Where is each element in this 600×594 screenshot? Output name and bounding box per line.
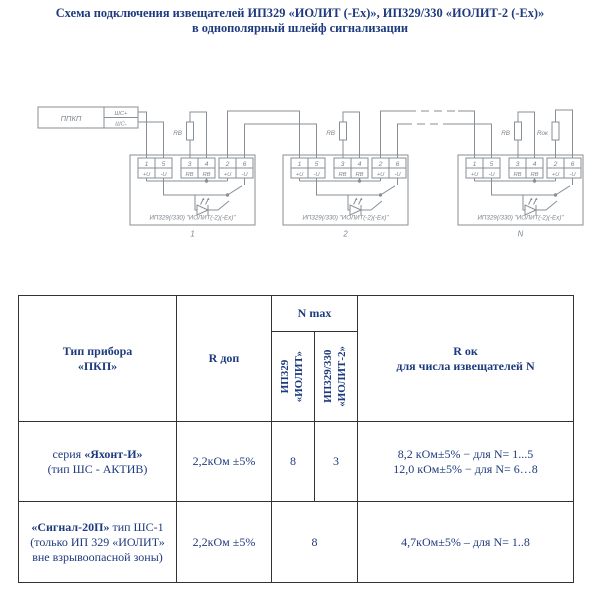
switch-contact-icon (556, 178, 573, 195)
led-icon (523, 195, 546, 215)
device-name-note: (тип ШС - АКТИВ) (47, 461, 148, 476)
device-name-suffix: тип ШС-1 (109, 519, 164, 534)
junction-dot (358, 179, 361, 182)
resistor-rv (326, 112, 359, 158)
terminal-label: RВ (530, 172, 539, 178)
terminal-number: 6 (570, 161, 575, 168)
led-arrowhead (530, 198, 533, 200)
shs-minus-label: ШС- (115, 121, 127, 128)
block-number: N (517, 229, 524, 239)
rv-label: RВ (173, 130, 182, 137)
block-number: 2 (343, 229, 348, 239)
device-name-prefix: серия (52, 446, 85, 461)
title-line-2: в однополярный шлейф сигнализации (191, 20, 409, 35)
detector-block-N (458, 110, 583, 239)
terminal-number: 1 (144, 161, 149, 168)
block-number: 1 (190, 229, 195, 239)
resistor-rv (173, 112, 206, 158)
rok-body (552, 122, 559, 140)
shs-plus-label: ШС+ (114, 111, 128, 117)
junction-dot (205, 179, 208, 182)
device-name-cell (19, 422, 177, 502)
terminal-number: 4 (532, 161, 537, 168)
nmax-iolit-value: 8 (272, 422, 315, 502)
led-arrowhead (535, 198, 538, 200)
device-name: «Яхонт-И» (84, 446, 143, 461)
terminal-label: +U (142, 172, 151, 178)
title-line-1: Схема подключения извещателей ИП329 «ИОЛИТ (-Ex)», ИП329/330 «ИОЛИТ-2 (-Ex)» (55, 6, 545, 20)
device-name-cell (19, 502, 177, 583)
detector-block-2 (283, 112, 408, 239)
control-panel (38, 107, 138, 128)
rv-label: RВ (501, 130, 510, 137)
terminal-number: 1 (472, 161, 477, 168)
rok-value-line1: 8,2 кОм±5% − для N= 1...5 (397, 446, 534, 461)
table-row (19, 422, 574, 502)
terminal-label: +U (551, 172, 560, 178)
led-triangle (197, 205, 208, 215)
terminal-number: 4 (204, 161, 209, 168)
terminal-number: 3 (340, 161, 345, 168)
header-device-type (19, 296, 177, 422)
header-device-type-line2: «ПКП» (77, 358, 118, 373)
led-icon (195, 195, 218, 215)
ppkp-label: ППКП (60, 114, 82, 123)
terminal-label: +U (295, 172, 304, 178)
terminal-label: RВ (338, 172, 347, 178)
device-name-note-line2: вне взрывоопасной зоны) (32, 549, 163, 564)
rok-values: 4,7кОм±5% – для N= 1..8 (358, 502, 574, 583)
led-arrowhead (360, 198, 363, 200)
terminal-label: -U (313, 172, 320, 178)
detector-block-1 (130, 112, 255, 239)
header-ip329-330-line2: «ИОЛИТ-2» (336, 346, 348, 407)
led-arrowhead (202, 198, 205, 200)
block-label: ИП329(/330) "ИОЛИТ(-2)(-Ex)" (302, 214, 389, 222)
detector-table (18, 295, 574, 583)
rv-body (515, 122, 522, 140)
nmax-merged-value: 8 (272, 502, 358, 583)
header-rdop: R доп (177, 296, 272, 422)
terminal-number: 3 (187, 161, 192, 168)
terminal-label: +U (376, 172, 385, 178)
terminal-label: RВ (202, 172, 211, 178)
led-arrowhead (207, 198, 210, 200)
terminal-label: -U (241, 172, 248, 178)
terminal-number: 3 (515, 161, 520, 168)
rdop-value: 2,2кОм ±5% (177, 422, 272, 502)
header-device-type-line1: Тип прибора (62, 343, 133, 358)
resistor-rv (501, 112, 534, 158)
terminal-number: 5 (161, 161, 166, 168)
header-ip329-iolit (272, 332, 315, 422)
terminal-number: 2 (553, 161, 558, 168)
terminal-number: 2 (378, 161, 383, 168)
terminal-label: -U (394, 172, 401, 178)
header-rok (358, 296, 574, 422)
loop-wire (138, 111, 492, 158)
terminal-number: 1 (297, 161, 302, 168)
terminal-label: -U (488, 172, 495, 178)
header-ip329-line2: «ИОЛИТ» (293, 350, 305, 403)
wiring-diagram (0, 0, 600, 260)
rok-value-line2: 12,0 кОм±5% − для N= 6…8 (393, 461, 538, 476)
terminal-label: RВ (185, 172, 194, 178)
rv-body (187, 122, 194, 140)
led-switch-contact-icon (371, 201, 382, 210)
header-ip329-330-line1: ИП329/330 (322, 349, 335, 404)
rv-wire (518, 112, 535, 158)
loop-wire-dashed (404, 111, 458, 124)
block-label: ИП329(/330) "ИОЛИТ(-2)(-Ex)" (149, 214, 236, 222)
terminal-number: 5 (489, 161, 494, 168)
block-label: ИП329(/330) "ИОЛИТ(-2)(-Ex)" (477, 214, 564, 222)
header-rok-line1: R ок (453, 343, 478, 358)
switch-contact-icon (228, 178, 245, 195)
internal-wire (300, 178, 381, 195)
resistor-rok (537, 110, 573, 158)
device-name-note-line1: (только ИП 329 «ИОЛИТ» (30, 534, 165, 549)
led-triangle (525, 205, 536, 215)
led-arrowhead (355, 198, 358, 200)
rok-values (358, 422, 574, 502)
led-wire (195, 195, 218, 215)
terminal-label: +U (223, 172, 232, 178)
terminal-number: 6 (242, 161, 247, 168)
terminal-label: -U (569, 172, 576, 178)
rv-body (340, 122, 347, 140)
led-wire (523, 195, 546, 215)
internal-wire (475, 178, 556, 195)
led-switch-contact-icon (546, 201, 557, 210)
header-ip329-330-iolit2 (315, 332, 358, 422)
rv-wire (190, 112, 207, 158)
terminal-number: 2 (225, 161, 230, 168)
terminal-number: 5 (314, 161, 319, 168)
led-icon (348, 195, 371, 215)
switch-contact-icon (381, 178, 398, 195)
terminal-label: RВ (513, 172, 522, 178)
nmax-iolit2-value: 3 (315, 422, 358, 502)
led-switch-contact-icon (218, 201, 229, 210)
header-nmax: N max (272, 296, 358, 332)
terminal-number: 6 (395, 161, 400, 168)
terminal-label: RВ (355, 172, 364, 178)
terminal-number: 4 (357, 161, 362, 168)
rv-label: RВ (326, 130, 335, 137)
header-ip329-line1: ИП329 (279, 359, 292, 394)
terminal-label: -U (160, 172, 167, 178)
rv-wire (343, 112, 360, 158)
junction-dot (533, 179, 536, 182)
table-row (19, 502, 574, 583)
led-triangle (350, 205, 361, 215)
internal-wire (147, 178, 228, 195)
header-rok-line2: для числа извещателей N (396, 358, 535, 373)
rdop-value: 2,2кОм ±5% (177, 502, 272, 583)
terminal-label: +U (470, 172, 479, 178)
device-name: «Сигнал-20П» (31, 519, 110, 534)
led-wire (348, 195, 371, 215)
rok-wire (556, 110, 573, 158)
rok-label: Rок (536, 130, 548, 137)
